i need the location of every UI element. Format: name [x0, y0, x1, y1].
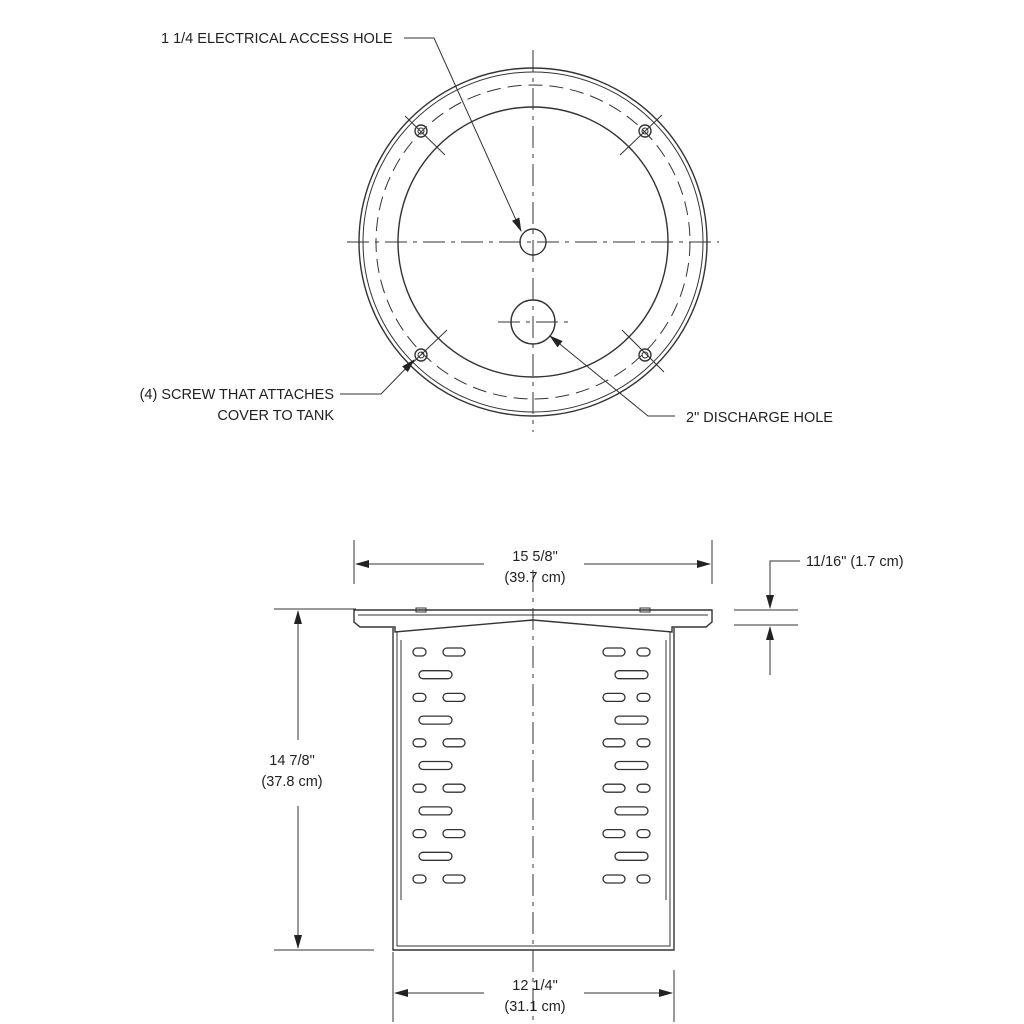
perforation-slot [615, 807, 648, 815]
electrical-leader [404, 38, 521, 231]
perforation-slot [413, 693, 426, 701]
perforation-slot [413, 648, 426, 656]
perforation-slot [443, 739, 465, 747]
perforation-slot [615, 671, 648, 679]
perforation-slot [637, 875, 650, 883]
top-width-cm-label: (39.7 cm) [504, 570, 566, 586]
perforation-slot [615, 762, 648, 770]
discharge-label: 2" DISCHARGE HOLE [686, 410, 833, 426]
perforation-slot [637, 648, 650, 656]
perforation-slot [413, 875, 426, 883]
perforation-slot [603, 648, 625, 656]
perforation-slot [419, 852, 452, 860]
perforation-slot [413, 830, 426, 838]
perforation-slot [603, 739, 625, 747]
perforation-slot [413, 739, 426, 747]
perforation-slot [603, 693, 625, 701]
perforation-slot [443, 875, 465, 883]
screw-bottom-right [622, 330, 664, 372]
perforation-slot [615, 852, 648, 860]
perforation-slot [419, 807, 452, 815]
flange-label: 11/16" (1.7 cm) [806, 554, 904, 570]
perforation-slot [615, 716, 648, 724]
perforation-slot [603, 784, 625, 792]
perforation-slot [637, 830, 650, 838]
perforation-slot [413, 784, 426, 792]
screw-label-line2: COVER TO TANK [217, 408, 334, 424]
flange-dim-top [770, 561, 800, 608]
height-label: 14 7/8" [269, 753, 315, 769]
bottom-width-cm-label: (31.1 cm) [504, 999, 566, 1015]
top-view [140, 31, 834, 432]
perforation-slot [637, 739, 650, 747]
screw-leader [340, 360, 414, 394]
perforation-slot [419, 762, 452, 770]
top-width-label: 15 5/8" [512, 549, 558, 565]
perforation-slot [603, 875, 625, 883]
discharge-leader [550, 336, 675, 416]
perforation-slot [637, 693, 650, 701]
screw-top-left [405, 116, 445, 155]
perforation-slot [443, 830, 465, 838]
side-view [261, 540, 903, 1022]
bottom-width-label: 12 1/4" [512, 978, 558, 994]
perforation-slots [413, 648, 650, 883]
screw-top-right [620, 115, 662, 155]
perforation-slot [443, 693, 465, 701]
height-cm-label: (37.8 cm) [261, 774, 323, 790]
perforation-slot [443, 784, 465, 792]
electrical-access-label: 1 1/4 ELECTRICAL ACCESS HOLE [161, 31, 393, 47]
perforation-slot [443, 648, 465, 656]
perforation-slot [637, 784, 650, 792]
perforation-slot [419, 716, 452, 724]
screw-label-line1: (4) SCREW THAT ATTACHES [139, 387, 334, 403]
perforation-slot [603, 830, 625, 838]
screw-bottom-left [405, 330, 447, 370]
perforation-slot [419, 671, 452, 679]
